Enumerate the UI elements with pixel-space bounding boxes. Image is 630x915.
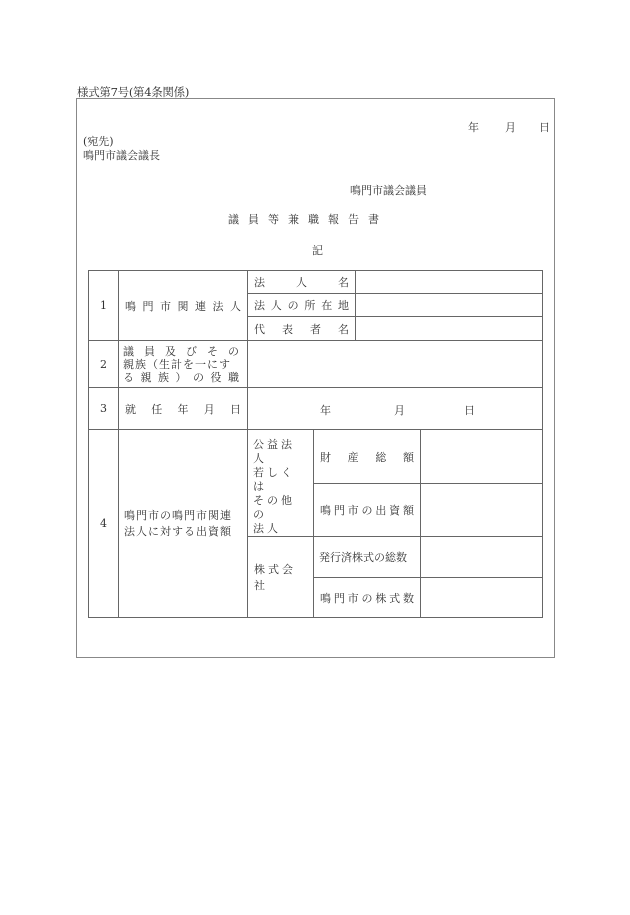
corporation-address-field[interactable] [356, 294, 543, 317]
subitem-label: 財産総額 [314, 430, 421, 484]
document-title: 議員等兼職報告書 [228, 213, 388, 226]
date-month: 月 [505, 121, 516, 134]
city-investment-field[interactable] [421, 484, 543, 537]
date-year: 年 [468, 121, 479, 134]
row-item-label: 鳴門市の鳴門市関連 法人に対する出資額 [119, 430, 248, 618]
row-number: 4 [89, 430, 119, 618]
city-shares-field[interactable] [421, 578, 543, 618]
addressee-block [83, 135, 160, 163]
row-item-label: 鳴門市関連法人 [119, 271, 248, 341]
row-number: 3 [89, 388, 119, 430]
position-field[interactable] [248, 341, 543, 388]
addressee: 鳴門市議会議長 [83, 149, 160, 162]
reporter: 鳴門市議会議員 [350, 184, 427, 197]
subitem-label: 鳴門市の出資額 [314, 484, 421, 537]
row-number: 1 [89, 271, 119, 341]
row-number: 2 [89, 341, 119, 388]
addressee-label: (宛先) [83, 135, 114, 148]
form-number: 様式第7号(第4条関係) [77, 85, 190, 99]
table-row [89, 388, 543, 430]
subitem-label: 発行済株式の総数 [314, 537, 421, 578]
total-shares-field[interactable] [421, 537, 543, 578]
report-table [88, 270, 543, 618]
appointment-date-field[interactable]: 年 月 日 [248, 388, 543, 430]
row-item-label: 議員及びその 親族（生計を一にす る親族）の役職 [119, 341, 248, 388]
group-label-joint-stock: 株式会社 [248, 537, 314, 618]
subitem-label: 鳴門市の株式数 [314, 578, 421, 618]
corporation-name-field[interactable] [356, 271, 543, 294]
row-item-label: 就任年月日 [119, 388, 248, 430]
ki-heading: 記 [312, 244, 323, 257]
total-assets-field[interactable] [421, 430, 543, 484]
date-day: 日 [539, 121, 550, 134]
subitem-label: 法人名 [248, 271, 356, 294]
table-row [89, 430, 543, 484]
table-row [89, 341, 543, 388]
subitem-label: 代表者名 [248, 317, 356, 341]
table-row [89, 271, 543, 294]
representative-name-field[interactable] [356, 317, 543, 341]
subitem-label: 法人の所在地 [248, 294, 356, 317]
group-label-public-corporation: 公益法人 若しくは その他の 法人 [248, 430, 314, 537]
